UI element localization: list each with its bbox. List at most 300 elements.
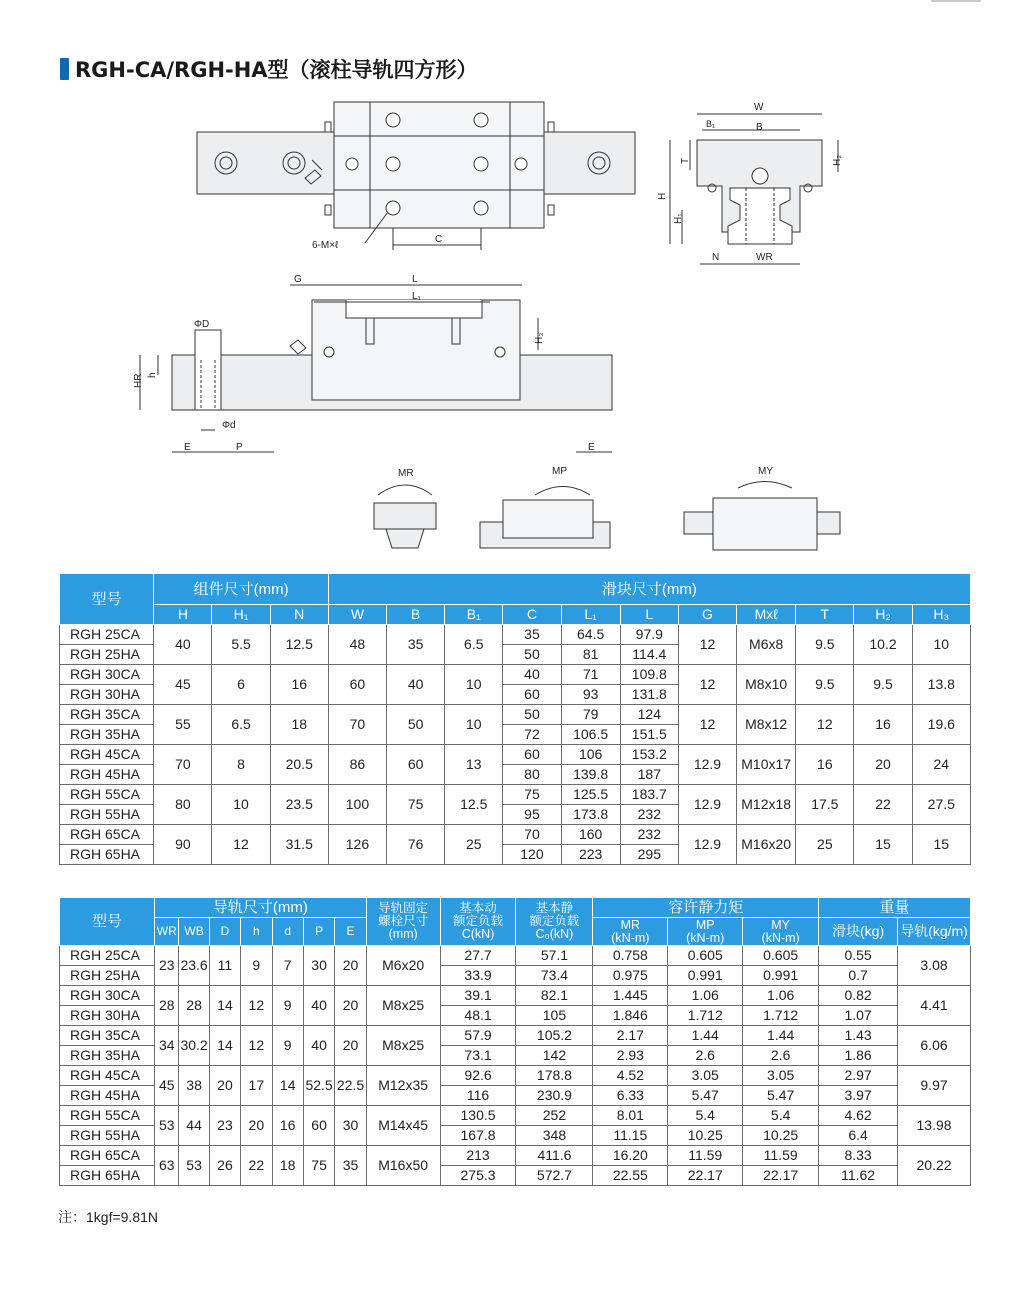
cell-bolt: M14x45 [366, 1106, 440, 1146]
cell-c: 120 [503, 845, 561, 865]
cell-block: 1.43 [819, 1026, 898, 1046]
cell-my: 2.6 [743, 1046, 819, 1066]
cell-wr: 28 [155, 986, 179, 1026]
cell-mr: 0.975 [593, 966, 668, 986]
cell-c: 40 [503, 665, 561, 685]
cell-p: 40 [303, 1026, 334, 1066]
model-cell: RGH 65CA [60, 825, 154, 845]
t1-col-header: H₂ [854, 605, 912, 625]
label-h2: H₂ [832, 154, 843, 166]
cell-c: 57.9 [440, 1026, 516, 1046]
cell-l: 183.7 [620, 785, 678, 805]
cell-mp: 5.4 [668, 1106, 743, 1126]
cell-block: 2.97 [819, 1066, 898, 1086]
cell-c0: 142 [516, 1046, 593, 1066]
cell-c: 60 [503, 745, 561, 765]
cell-my: 5.47 [743, 1086, 819, 1106]
cell-c0: 252 [516, 1106, 593, 1126]
cell-c: 275.3 [440, 1166, 516, 1186]
cell-mr: 4.52 [593, 1066, 668, 1086]
model-cell: RGH 55HA [60, 1126, 155, 1146]
cell-h1: 8 [212, 745, 270, 785]
label-l1: L₁ [412, 291, 421, 302]
cell-l1: 81 [561, 645, 620, 665]
model-cell: RGH 35HA [60, 1046, 155, 1066]
cell-rail-weight: 3.08 [898, 946, 971, 986]
cell-g: 12 [678, 625, 736, 665]
label-g: G [294, 274, 302, 285]
cell-c: 80 [503, 765, 561, 785]
cell-c: 48.1 [440, 1006, 516, 1026]
footnote: 注：1kgf=9.81N [58, 1209, 158, 1225]
cell-n: 20.5 [270, 745, 328, 785]
t1-col-header: C [503, 605, 561, 625]
cell-t: 25 [796, 825, 854, 865]
moment-unit: (kN-m) [686, 930, 725, 945]
cell-mr: 16.20 [593, 1146, 668, 1166]
t2-rail-col-header: P [303, 918, 334, 946]
cell-b1: 12.5 [445, 785, 503, 825]
t1-col-header: L₁ [561, 605, 620, 625]
cell-l: 151.5 [620, 725, 678, 745]
cell-h3: 10 [912, 625, 970, 665]
page-title [60, 54, 478, 84]
cell-mr: 6.33 [593, 1086, 668, 1106]
t1-col-header: N [270, 605, 328, 625]
cell-h: 90 [154, 825, 212, 865]
model-cell: RGH 45HA [60, 765, 154, 785]
cell-p: 30 [303, 946, 334, 986]
cell-d: 7 [272, 946, 303, 986]
cell-t: 17.5 [796, 785, 854, 825]
cell-mp: 11.59 [668, 1146, 743, 1166]
cell-p: 40 [303, 986, 334, 1026]
label-mp: MP [552, 466, 567, 477]
cell-h2: 16 [854, 705, 912, 745]
cell-c0: 230.9 [516, 1086, 593, 1106]
label-wr: WR [756, 252, 773, 263]
cell-b1: 10 [445, 665, 503, 705]
cell-l1: 106 [561, 745, 620, 765]
cell-mr: 0.758 [593, 946, 668, 966]
cell-h: 22 [241, 1146, 272, 1186]
cell-h2: 15 [854, 825, 912, 865]
cell-c: 95 [503, 805, 561, 825]
t2-rail-col-header: D [209, 918, 240, 946]
cell-my: 1.06 [743, 986, 819, 1006]
cell-h: 9 [241, 946, 272, 986]
cell-d: 14 [209, 986, 240, 1026]
title-accent-bar [60, 58, 69, 80]
model-cell: RGH 55CA [60, 1106, 155, 1126]
moment-unit: (kN-m) [761, 930, 800, 945]
t2-header-static-load: 基本静 额定负载 C₀(kN) [516, 898, 593, 946]
top-view-drawing [197, 102, 635, 251]
label-phi-big-d: ΦD [194, 319, 210, 330]
cell-b1: 6.5 [445, 625, 503, 665]
table-row [60, 1106, 971, 1126]
cell-n: 31.5 [270, 825, 328, 865]
t2-rail-col-header: E [335, 918, 366, 946]
cell-c0: 73.4 [516, 966, 593, 986]
label-e-left: E [184, 442, 191, 453]
t2-weight-col-header: 滑块(kg) [819, 918, 898, 946]
cell-h2: 22 [854, 785, 912, 825]
label-l: L [412, 274, 418, 285]
cell-l: 97.9 [620, 625, 678, 645]
cell-w: 70 [328, 705, 386, 745]
cell-wb: 23.6 [179, 946, 209, 986]
model-cell: RGH 30CA [60, 986, 155, 1006]
cell-c0: 411.6 [516, 1146, 593, 1166]
cell-g: 12.9 [678, 745, 736, 785]
cell-h: 17 [241, 1066, 272, 1106]
cell-c0: 82.1 [516, 986, 593, 1006]
cell-m: M12x18 [737, 785, 796, 825]
cell-l1: 93 [561, 685, 620, 705]
cell-l1: 71 [561, 665, 620, 685]
cell-block: 0.7 [819, 966, 898, 986]
label-h1: H₁ [673, 213, 684, 224]
cell-block: 8.33 [819, 1146, 898, 1166]
cell-l: 153.2 [620, 745, 678, 765]
cell-mr: 8.01 [593, 1106, 668, 1126]
cell-l: 232 [620, 825, 678, 845]
cell-wr: 53 [155, 1106, 179, 1146]
cell-b1: 13 [445, 745, 503, 785]
cell-d: 16 [272, 1106, 303, 1146]
model-cell: RGH 25CA [60, 625, 154, 645]
cell-c: 50 [503, 705, 561, 725]
side-view-drawing [133, 274, 612, 453]
cell-d: 20 [209, 1066, 240, 1106]
t2-rail-col-header: WR [155, 918, 179, 946]
t2-header-model: 型号 [60, 898, 155, 946]
moment-views [374, 466, 840, 550]
t2-rail-col-header: WB [179, 918, 209, 946]
cell-d: 26 [209, 1146, 240, 1186]
cell-c: 130.5 [440, 1106, 516, 1126]
cell-h: 55 [154, 705, 212, 745]
cell-l1: 139.8 [561, 765, 620, 785]
cell-p: 75 [303, 1146, 334, 1186]
moment-symbol: MP [695, 917, 715, 932]
cell-g: 12.9 [678, 825, 736, 865]
cell-wb: 38 [179, 1066, 209, 1106]
cell-mr: 11.15 [593, 1126, 668, 1146]
label-n: N [712, 252, 720, 263]
cell-e: 20 [335, 986, 366, 1026]
cell-p: 60 [303, 1106, 334, 1146]
cell-bolt: M12x35 [366, 1066, 440, 1106]
model-cell: RGH 30HA [60, 685, 154, 705]
spec-table-1 [59, 573, 971, 865]
cell-c: 73.1 [440, 1046, 516, 1066]
label-h3: H₃ [534, 332, 545, 344]
cell-c: 167.8 [440, 1126, 516, 1146]
cell-h3: 19.6 [912, 705, 970, 745]
t2-header-weight: 重量 [819, 898, 971, 918]
cell-t: 9.5 [796, 665, 854, 705]
cell-mp: 22.17 [668, 1166, 743, 1186]
cell-block: 1.07 [819, 1006, 898, 1026]
cell-b: 50 [387, 705, 445, 745]
cell-wb: 44 [179, 1106, 209, 1146]
page-corner-mark [931, 0, 981, 2]
cell-h: 45 [154, 665, 212, 705]
label-h: H [657, 192, 668, 200]
cell-l: 295 [620, 845, 678, 865]
cell-m: M16x20 [737, 825, 796, 865]
cell-n: 12.5 [270, 625, 328, 665]
label-w: W [754, 102, 764, 113]
drawings-svg [0, 90, 1033, 570]
cell-l1: 173.8 [561, 805, 620, 825]
t1-header-assembly: 组件尺寸(mm) [154, 574, 329, 605]
cell-wr: 45 [155, 1066, 179, 1106]
cell-l1: 106.5 [561, 725, 620, 745]
cell-h1: 6.5 [212, 705, 270, 745]
cell-b: 60 [387, 745, 445, 785]
table-row [60, 705, 971, 725]
cell-l1: 223 [561, 845, 620, 865]
cell-d: 18 [272, 1146, 303, 1186]
table-row [60, 986, 971, 1006]
cell-e: 30 [335, 1106, 366, 1146]
cell-w: 100 [328, 785, 386, 825]
cell-c: 116 [440, 1086, 516, 1106]
cell-c: 60 [503, 685, 561, 705]
label-t: T [680, 157, 691, 164]
cell-t: 9.5 [796, 625, 854, 665]
t1-col-header: W [328, 605, 386, 625]
t2-moment-col-header [593, 918, 668, 946]
cell-mr: 2.17 [593, 1026, 668, 1046]
cell-d: 23 [209, 1106, 240, 1146]
cell-my: 1.44 [743, 1026, 819, 1046]
moment-unit: (kN-m) [611, 930, 650, 945]
cell-mr: 1.445 [593, 986, 668, 1006]
cell-mp: 2.6 [668, 1046, 743, 1066]
cell-h2: 10.2 [854, 625, 912, 665]
cell-wr: 63 [155, 1146, 179, 1186]
label-6-m-l: 6-M×ℓ [312, 240, 339, 251]
cell-l1: 79 [561, 705, 620, 725]
cell-h3: 24 [912, 745, 970, 785]
cell-d: 14 [209, 1026, 240, 1066]
cell-c: 39.1 [440, 986, 516, 1006]
model-cell: RGH 25HA [60, 645, 154, 665]
cell-rail-weight: 13.98 [898, 1106, 971, 1146]
table-row [60, 745, 971, 765]
cell-my: 0.991 [743, 966, 819, 986]
table-row [60, 825, 971, 845]
t2-weight-col-header: 导轨(kg/m) [898, 918, 971, 946]
cell-mp: 1.44 [668, 1026, 743, 1046]
cell-d: 14 [272, 1066, 303, 1106]
cell-l1: 64.5 [561, 625, 620, 645]
cell-d: 11 [209, 946, 240, 986]
cell-wr: 34 [155, 1026, 179, 1066]
cell-wr: 23 [155, 946, 179, 986]
t1-col-header: H [154, 605, 212, 625]
cell-mp: 5.47 [668, 1086, 743, 1106]
cell-h: 80 [154, 785, 212, 825]
cell-my: 3.05 [743, 1066, 819, 1086]
cell-b1: 25 [445, 825, 503, 865]
cell-block: 6.4 [819, 1126, 898, 1146]
label-hr: HR [133, 373, 144, 388]
model-cell: RGH 45CA [60, 745, 154, 765]
t2-rail-col-header: h [241, 918, 272, 946]
cell-mp: 1.712 [668, 1006, 743, 1026]
cell-t: 16 [796, 745, 854, 785]
cell-l: 114.4 [620, 645, 678, 665]
cell-block: 11.62 [819, 1166, 898, 1186]
label-b1: B₁ [706, 119, 716, 129]
cell-l: 124 [620, 705, 678, 725]
model-cell: RGH 55CA [60, 785, 154, 805]
cell-l: 131.8 [620, 685, 678, 705]
t2-header-bolt: 导轨固定 螺栓尺寸 (mm) [366, 898, 440, 946]
cell-mr: 22.55 [593, 1166, 668, 1186]
moment-symbol: MR [620, 917, 641, 932]
t1-col-header: B₁ [445, 605, 503, 625]
cell-wb: 28 [179, 986, 209, 1026]
cell-h: 12 [241, 986, 272, 1026]
cell-wb: 30.2 [179, 1026, 209, 1066]
cell-b: 35 [387, 625, 445, 665]
cell-rail-weight: 4.41 [898, 986, 971, 1026]
cell-c: 72 [503, 725, 561, 745]
cell-b: 40 [387, 665, 445, 705]
cell-mp: 0.605 [668, 946, 743, 966]
cell-mr: 2.93 [593, 1046, 668, 1066]
cell-h: 20 [241, 1106, 272, 1146]
cell-m: M10x17 [737, 745, 796, 785]
cell-my: 10.25 [743, 1126, 819, 1146]
technical-drawings [0, 90, 1033, 570]
model-cell: RGH 45CA [60, 1066, 155, 1086]
cell-w: 126 [328, 825, 386, 865]
model-cell: RGH 25CA [60, 946, 155, 966]
page-title-text: RGH-CA/RGH-HA型（滚柱导轨四方形） [75, 58, 478, 82]
model-cell: RGH 65HA [60, 845, 154, 865]
cell-my: 11.59 [743, 1146, 819, 1166]
cell-w: 60 [328, 665, 386, 705]
cell-bolt: M6x20 [366, 946, 440, 986]
cell-h3: 27.5 [912, 785, 970, 825]
cell-h1: 12 [212, 825, 270, 865]
t2-header-dynamic-load: 基本动 额定负载 C(kN) [440, 898, 516, 946]
cell-g: 12 [678, 705, 736, 745]
cell-wb: 53 [179, 1146, 209, 1186]
cell-bolt: M8x25 [366, 986, 440, 1026]
cell-c0: 178.8 [516, 1066, 593, 1086]
cell-h1: 6 [212, 665, 270, 705]
model-cell: RGH 30HA [60, 1006, 155, 1026]
t1-col-header: B [387, 605, 445, 625]
cell-l1: 125.5 [561, 785, 620, 805]
cell-h: 70 [154, 745, 212, 785]
cell-mp: 10.25 [668, 1126, 743, 1146]
t2-rail-col-header: d [272, 918, 303, 946]
cell-my: 1.712 [743, 1006, 819, 1026]
label-c: C [435, 234, 443, 245]
table-row [60, 1066, 971, 1086]
cell-h3: 13.8 [912, 665, 970, 705]
cell-rail-weight: 20.22 [898, 1146, 971, 1186]
model-cell: RGH 65HA [60, 1166, 155, 1186]
t1-header-block: 滑块尺寸(mm) [328, 574, 970, 605]
cell-c: 35 [503, 625, 561, 645]
cell-m: M8x10 [737, 665, 796, 705]
label-small-h: h [147, 372, 158, 378]
cell-e: 20 [335, 946, 366, 986]
cell-m: M8x12 [737, 705, 796, 745]
cell-l1: 160 [561, 825, 620, 845]
table-row [60, 1146, 971, 1166]
table-row [60, 946, 971, 966]
cell-l: 109.8 [620, 665, 678, 685]
cell-mp: 1.06 [668, 986, 743, 1006]
cell-h: 40 [154, 625, 212, 665]
cell-block: 4.62 [819, 1106, 898, 1126]
cell-c: 92.6 [440, 1066, 516, 1086]
cell-l: 187 [620, 765, 678, 785]
t1-col-header: H₁ [212, 605, 270, 625]
t2-moment-col-header [743, 918, 819, 946]
cell-d: 9 [272, 1026, 303, 1066]
table-row [60, 625, 971, 645]
cell-c0: 348 [516, 1126, 593, 1146]
model-cell: RGH 35CA [60, 1026, 155, 1046]
t2-header-rail: 导轨尺寸(mm) [155, 898, 367, 918]
t2-moment-col-header [668, 918, 743, 946]
cell-block: 3.97 [819, 1086, 898, 1106]
t1-col-header: G [678, 605, 736, 625]
cell-n: 18 [270, 705, 328, 745]
cell-my: 5.4 [743, 1106, 819, 1126]
cell-block: 0.55 [819, 946, 898, 966]
cell-e: 20 [335, 1026, 366, 1066]
cell-h2: 9.5 [854, 665, 912, 705]
cell-mp: 0.991 [668, 966, 743, 986]
table-row [60, 1026, 971, 1046]
label-p: P [236, 442, 243, 453]
cell-bolt: M16x50 [366, 1146, 440, 1186]
cell-rail-weight: 9.97 [898, 1066, 971, 1106]
model-cell: RGH 35CA [60, 705, 154, 725]
cell-m: M6x8 [737, 625, 796, 665]
cell-l: 232 [620, 805, 678, 825]
cell-t: 12 [796, 705, 854, 745]
cell-n: 16 [270, 665, 328, 705]
label-b: B [756, 122, 763, 133]
cell-c: 50 [503, 645, 561, 665]
cell-c: 75 [503, 785, 561, 805]
cell-h3: 15 [912, 825, 970, 865]
label-phi-small-d: Φd [222, 420, 236, 431]
cell-c0: 105 [516, 1006, 593, 1026]
moment-symbol: MY [771, 917, 791, 932]
cell-c: 70 [503, 825, 561, 845]
cell-c0: 572.7 [516, 1166, 593, 1186]
model-cell: RGH 30CA [60, 665, 154, 685]
t1-header-model: 型号 [60, 574, 154, 625]
cell-h: 12 [241, 1026, 272, 1066]
cell-block: 0.82 [819, 986, 898, 1006]
